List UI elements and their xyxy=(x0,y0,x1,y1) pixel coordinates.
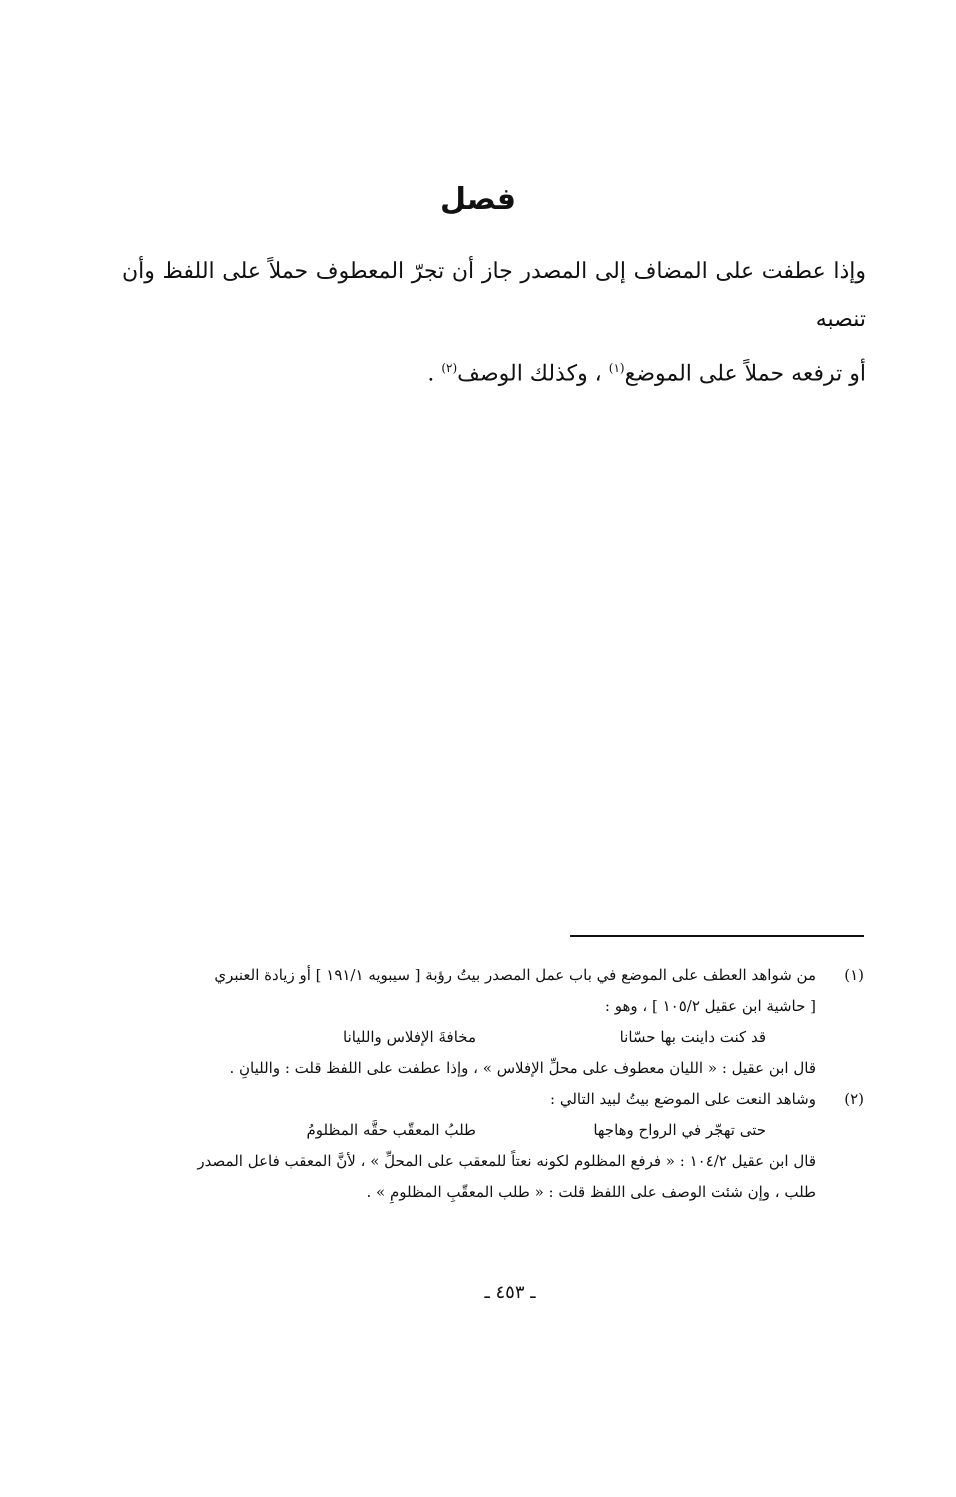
footnotes-section xyxy=(116,960,870,1208)
footnote-separator xyxy=(570,935,864,937)
main-paragraph xyxy=(122,248,866,398)
footnote-1-line-2: [ حاشية ابن عقيل ١٠٥/٢ ] ، وهو : xyxy=(604,997,816,1015)
paragraph-line-2-end: . xyxy=(427,361,442,387)
paragraph-line-2-start: أو ترفعه حملاً على الموضع xyxy=(624,361,866,387)
footnote-1 xyxy=(116,960,870,1084)
footnote-ref-2[interactable]: (٢) xyxy=(441,361,458,375)
footnote-1-line-3: قال ابن عقيل : « الليان معطوف على محلِّ الإفلاس » ، وإذا عطفت على اللفظ قلت : والليانِ . xyxy=(229,1059,816,1077)
page-number: ـ ٤٥٣ ـ xyxy=(484,1282,536,1303)
footnote-2-verse xyxy=(116,1115,816,1146)
section-heading: فصل xyxy=(440,182,516,217)
footnote-1-verse-second-hemistich: مخافةَ الإفلاس والليانا xyxy=(343,1028,476,1046)
footnote-2-verse-first-hemistich: حتى تهجّر في الرواح وهاجها xyxy=(593,1121,766,1139)
footnote-2-line-2: قال ابن عقيل ١٠٤/٢ : « فرفع المظلوم لكونه نعتاً للمعقب على المحلِّ » ، لأنَّ المعقب فاعل المصدر xyxy=(197,1152,816,1170)
footnote-1-verse xyxy=(116,1022,816,1053)
footnote-2 xyxy=(116,1084,870,1208)
footnote-1-number: (١) xyxy=(844,966,864,984)
paragraph-line-2-middle: ، وكذلك الوصف xyxy=(457,361,609,387)
footnote-ref-1[interactable]: (١) xyxy=(608,361,625,375)
footnote-1-line-1: من شواهد العطف على الموضع في باب عمل المصدر بيتُ رؤبة [ سيبويه ١٩١/١ ] أو زيادة العنبري xyxy=(214,966,816,984)
footnote-2-line-1: وشاهد النعت على الموضع بيتُ لبيد التالي : xyxy=(550,1090,816,1108)
footnote-2-number: (٢) xyxy=(844,1090,864,1108)
paragraph-line-1: وإذا عطفت على المضاف إلى المصدر جاز أن تجرّ المعطوف حملاً على اللفظ وأن تنصبه xyxy=(122,259,866,332)
footnote-1-verse-first-hemistich: قد كنت داينت بها حسّانا xyxy=(619,1028,766,1046)
footnote-2-line-3: طلب ، وإن شئت الوصف على اللفظ قلت : « طلب المعقّبِ المظلومِ » . xyxy=(366,1183,816,1201)
footnote-2-verse-second-hemistich: طلبُ المعقّب حقَّه المظلومُ xyxy=(306,1121,476,1139)
